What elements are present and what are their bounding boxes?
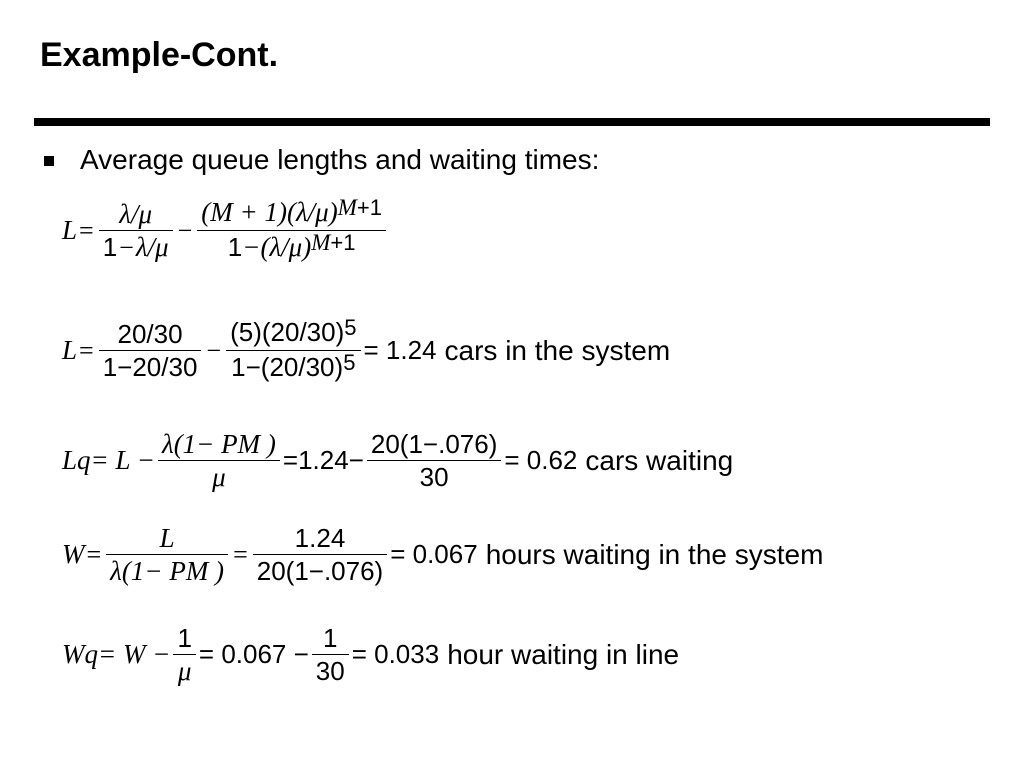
equals-sign: =	[233, 539, 248, 569]
equation-queue-length-formula	[62, 196, 389, 265]
eq2-f2-denominator	[227, 351, 359, 385]
eq2-result: = 1.24	[363, 335, 437, 365]
eq5-equals-w-minus: = W −	[98, 639, 171, 669]
eq5-middle: = 0.067 −	[198, 639, 309, 669]
eq2-f2-den-base: 1−(20/30)	[231, 352, 344, 382]
eq1-lhs: L	[62, 215, 78, 245]
eq1-f2-num-exp-tail: +1	[356, 195, 382, 220]
eq2-f1-numerator: 20/30	[117, 319, 183, 349]
eq4-fraction-2	[253, 522, 387, 587]
eq3-result: = 0.62	[504, 445, 578, 475]
minus-sign: −	[206, 335, 222, 365]
eq2-f1-denominator: 1−20/30	[102, 352, 198, 382]
eq3-middle: =1.24−	[282, 445, 364, 475]
minus-sign: −	[177, 215, 193, 245]
eq4-f1-numerator: L	[159, 523, 175, 553]
eq1-f2-numerator	[197, 196, 386, 230]
eq2-description: cars in the system	[444, 334, 671, 366]
eq2-fraction-2	[226, 316, 360, 385]
eq5-f2-denominator: 30	[315, 656, 345, 686]
eq2-f2-num-exp: 5	[344, 315, 357, 340]
equation-queue-length-value	[62, 316, 670, 385]
title-divider	[34, 118, 990, 126]
eq4-fraction-1	[106, 522, 228, 587]
eq5-fraction-1	[173, 622, 195, 687]
eq2-f2-num-base: (5)(20/30)	[230, 317, 345, 347]
eq3-description: cars waiting	[585, 444, 734, 476]
square-bullet-icon	[44, 156, 54, 166]
eq3-f2-denominator: 30	[419, 462, 449, 492]
eq1-f1-den-one: 1	[102, 231, 118, 262]
equals-sign: =	[79, 335, 94, 365]
eq1-f1-den-minus: −	[119, 232, 134, 262]
eq1-f2-num-exp-var: M	[337, 195, 357, 220]
eq4-result: = 0.067	[390, 539, 478, 569]
bullet-item	[44, 144, 599, 176]
eq3-equals-l-minus: = L −	[90, 445, 155, 475]
eq4-f1-denominator: λ(1− PM )	[110, 556, 225, 586]
eq3-lhs: Lq	[62, 445, 91, 475]
eq5-description: hour waiting in line	[447, 638, 680, 670]
eq5-lhs: Wq	[62, 639, 98, 669]
eq1-f2-num-base: (M + 1)(λ/μ)	[201, 197, 338, 227]
equals-sign: =	[79, 215, 94, 245]
slide-title: Example-Cont.	[40, 36, 279, 74]
eq3-f1-denominator: μ	[212, 462, 226, 492]
eq3-fraction-1	[158, 428, 280, 493]
eq5-f1-numerator: 1	[177, 623, 192, 653]
eq5-fraction-2	[312, 622, 349, 687]
eq4-lhs: W	[62, 539, 85, 569]
eq3-f2-numerator: 20(1−.076)	[370, 429, 498, 459]
equation-w	[62, 522, 823, 587]
eq1-f2-den-base: −(λ/μ)	[242, 232, 312, 262]
eq3-fraction-2	[367, 428, 501, 493]
eq5-f1-denominator: μ	[177, 656, 192, 686]
eq5-result: = 0.033	[351, 639, 440, 669]
eq1-f2-denominator	[224, 231, 360, 265]
eq2-f2-den-exp: 5	[343, 350, 356, 375]
eq1-f1-numerator: λ/μ	[119, 198, 153, 229]
eq5-f2-numerator: 1	[323, 623, 338, 653]
equation-lq	[62, 428, 733, 493]
eq1-fraction-1	[99, 198, 173, 264]
eq4-f2-numerator: 1.24	[294, 523, 346, 553]
eq1-f1-denominator	[99, 231, 173, 264]
eq2-fraction-1	[99, 318, 202, 383]
equation-wq	[62, 622, 679, 687]
bullet-text: Average queue lengths and waiting times:	[80, 144, 600, 175]
eq2-f2-numerator	[226, 316, 360, 350]
eq4-description: hours waiting in the system	[485, 538, 824, 570]
eq1-fraction-2	[197, 196, 386, 265]
eq4-f2-denominator: 20(1−.076)	[256, 556, 384, 586]
eq1-f2-den-one: 1	[227, 232, 243, 262]
eq2-lhs: L	[62, 335, 78, 365]
eq1-f2-den-exp-tail: +1	[330, 230, 356, 255]
eq3-f1-numerator: λ(1− PM )	[162, 429, 276, 459]
eq1-f2-den-exp-var: M	[311, 230, 331, 255]
equals-sign: =	[86, 539, 102, 569]
eq1-f1-den-ratio: λ/μ	[135, 231, 169, 262]
